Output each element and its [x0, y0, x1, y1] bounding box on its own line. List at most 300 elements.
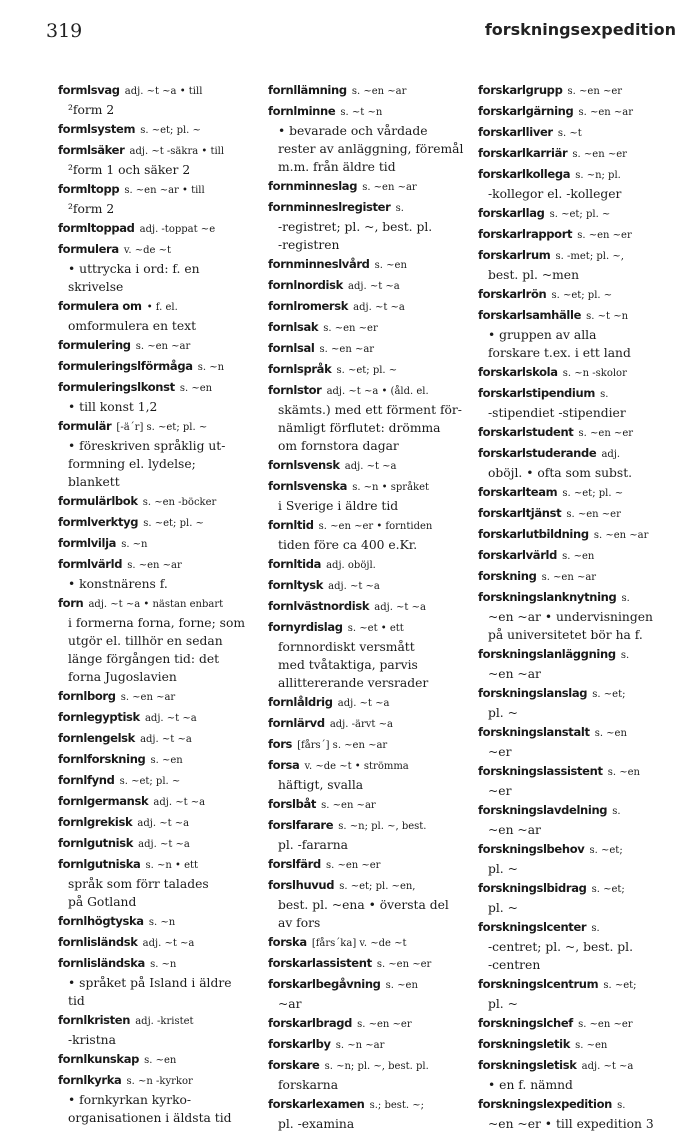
- entry-grammar: s. ~n: [148, 917, 176, 928]
- entry-continuation: blankett: [68, 475, 120, 489]
- entry-grammar: s. ~en ~er: [578, 428, 634, 439]
- entry-headword: fornyrdislag: [268, 620, 343, 634]
- entry-continuation: formning el. lydelse;: [68, 457, 196, 471]
- entry-headword: forskarlstipendium: [478, 386, 595, 400]
- entry-headword: forskningslanslag: [478, 686, 588, 700]
- entry-grammar: s. ~en ~ar: [135, 341, 191, 352]
- entry-continuation: i formerna forna, forne; som: [68, 616, 246, 630]
- entry-headword: fornlhögtyska: [58, 914, 144, 928]
- entry-grammar: s. ~en ~ar: [578, 107, 634, 118]
- dictionary-entry: [268, 815, 464, 836]
- dictionary-entry: [268, 176, 464, 197]
- dictionary-entry: [478, 722, 674, 743]
- entry-headword: forskningslbidrag: [478, 881, 587, 895]
- dictionary-entry: [58, 1070, 254, 1091]
- dictionary-entry: [478, 101, 674, 122]
- entry-continuation: oböjl. • ofta som subst.: [488, 466, 633, 480]
- entry-headword: fornltid: [268, 518, 314, 532]
- entry-continuation: ²form 1 och säker 2: [68, 163, 191, 177]
- entry-grammar: s. ~et;: [591, 884, 625, 895]
- dictionary-entry: [58, 377, 254, 398]
- dictionary-entry: [58, 119, 254, 140]
- entry-headword: fornlvästnordisk: [268, 599, 370, 613]
- entry-headword: forskningsletisk: [478, 1058, 577, 1072]
- dictionary-entry: [478, 917, 674, 938]
- entry-grammar: s. ~en ~ar: [541, 572, 597, 583]
- entry-grammar: adj. ~t -säkra • till: [129, 146, 225, 157]
- dictionary-entry: [268, 854, 464, 875]
- entry-continuation: ~en ~ar: [488, 667, 541, 681]
- entry-grammar: adj. ~t ~a: [581, 1061, 634, 1072]
- entry-continuation: tiden före ca 400 e.Kr.: [278, 538, 418, 552]
- entry-headword: forskningslchef: [478, 1016, 573, 1030]
- dictionary-entry: [268, 596, 464, 617]
- entry-headword: forskningslcenter: [478, 920, 587, 934]
- entry-headword: fornlstor: [268, 383, 322, 397]
- entry-headword: formulärlbok: [58, 494, 138, 508]
- entry-headword: fornlegyptisk: [58, 710, 140, 724]
- entry-grammar: adj. ~t ~a: [137, 818, 190, 829]
- dictionary-entry: [58, 749, 254, 770]
- entry-continuation: -registren: [278, 238, 340, 252]
- entry-grammar: adj. -kristet: [135, 1016, 194, 1027]
- entry-headword: fornlspråk: [268, 362, 332, 376]
- entry-headword: fornlsvenska: [268, 479, 348, 493]
- entry-continuation: språk som förr talades: [68, 877, 209, 891]
- entry-continuation: ~en ~er • till expedition 3: [488, 1117, 654, 1131]
- entry-headword: forskarlgärning: [478, 104, 574, 118]
- entry-headword: forskarltjänst: [478, 506, 562, 520]
- entry-headword: fornlminne: [268, 104, 336, 118]
- entry-headword: forskarlteam: [478, 485, 558, 499]
- entry-headword: fornlgutnisk: [58, 836, 134, 850]
- entry-grammar: s. ~t ~n: [586, 311, 629, 322]
- entry-grammar: s. ~t: [557, 128, 582, 139]
- dictionary-entry: [478, 587, 674, 608]
- entry-continuation: om fornstora dagar: [278, 439, 399, 453]
- entry-grammar: [fårs´] s. ~en ~ar: [297, 740, 388, 751]
- dictionary-entry: [268, 197, 464, 218]
- entry-continuation: pl. -examina: [278, 1117, 355, 1131]
- entry-headword: fornminneslregister: [268, 200, 391, 214]
- entry-grammar: s. ~n; pl.: [575, 170, 621, 181]
- entry-headword: forskarlvärld: [478, 548, 557, 562]
- entry-headword: fornltida: [268, 557, 321, 571]
- entry-continuation: -centren: [488, 958, 541, 972]
- dictionary-entry: [58, 179, 254, 200]
- dictionary-entry: [268, 875, 464, 896]
- dictionary-entry: [58, 932, 254, 953]
- dictionary-entry: [478, 203, 674, 224]
- entry-grammar: s. ~en: [562, 551, 595, 562]
- entry-grammar: s. ~en ~ar: [362, 182, 417, 193]
- entry-headword: forska: [268, 935, 307, 949]
- entry-grammar: s. ~en ~ar: [593, 530, 649, 541]
- entry-continuation: • språket på Island i äldre: [68, 976, 232, 990]
- dictionary-entry: [58, 953, 254, 974]
- dictionary-entry: [268, 617, 464, 638]
- entry-grammar: adj. ~t ~a: [344, 461, 397, 472]
- entry-grammar: s. ~en ~er: [566, 509, 621, 520]
- dictionary-entry: [268, 953, 464, 974]
- entry-grammar: s.: [617, 1100, 626, 1111]
- running-head: forskningsexpedition: [484, 20, 676, 39]
- dictionary-entry: [478, 1034, 674, 1055]
- entry-continuation: best. pl. ~men: [488, 268, 580, 282]
- entry-grammar: s. ~en: [179, 383, 213, 394]
- entry-headword: fornlärvd: [268, 716, 325, 730]
- entry-grammar: s. ~en ~ar: [319, 344, 375, 355]
- entry-headword: forskningslcentrum: [478, 977, 599, 991]
- entry-grammar: s. ~en: [385, 980, 418, 991]
- dictionary-column-3: [478, 80, 674, 1131]
- entry-headword: forn: [58, 596, 84, 610]
- entry-grammar: s. ~et; pl. ~en,: [339, 881, 416, 892]
- entry-grammar: s. ~et;: [589, 845, 623, 856]
- entry-headword: forskning: [478, 569, 537, 583]
- entry-headword: forskningslanstalt: [478, 725, 590, 739]
- entry-headword: formulera om: [58, 299, 142, 313]
- entry-headword: fornminneslag: [268, 179, 358, 193]
- dictionary-entry: [268, 1034, 464, 1055]
- entry-headword: formulär: [58, 419, 112, 433]
- entry-continuation: pl. ~: [488, 901, 518, 915]
- entry-headword: formlvilja: [58, 536, 117, 550]
- entry-headword: formulera: [58, 242, 119, 256]
- dictionary-entry: [268, 1055, 464, 1076]
- entry-headword: formulering: [58, 338, 131, 352]
- entry-grammar: s. ~en ~er: [572, 149, 627, 160]
- entry-grammar: s. ~en ~er: [357, 1019, 412, 1030]
- entry-continuation: pl. ~: [488, 997, 518, 1011]
- entry-grammar: s.: [620, 650, 630, 661]
- entry-continuation: ~er: [488, 784, 512, 798]
- entry-grammar: s. ~en: [607, 767, 640, 778]
- dictionary-entry: [478, 1094, 674, 1115]
- entry-headword: fornlisländsk: [58, 935, 138, 949]
- entry-continuation: • föreskriven språklig ut-: [68, 439, 226, 453]
- entry-headword: forskarlstuderande: [478, 446, 597, 460]
- entry-headword: forskarlbegåvning: [268, 977, 381, 991]
- entry-headword: fornlforskning: [58, 752, 146, 766]
- entry-headword: forskarlbragd: [268, 1016, 353, 1030]
- dictionary-entry: [478, 974, 674, 995]
- entry-continuation: ²form 2: [68, 202, 115, 216]
- entry-grammar: s. ~et; pl. ~: [143, 518, 204, 529]
- entry-grammar: s. ~n -skolor: [562, 368, 627, 379]
- dictionary-entry: [268, 476, 464, 497]
- dictionary-entry: [58, 239, 254, 260]
- entry-headword: forskarlutbildning: [478, 527, 589, 541]
- entry-continuation: pl. ~: [488, 862, 518, 876]
- entry-headword: forskarlrön: [478, 287, 547, 301]
- entry-headword: fornminneslvård: [268, 257, 370, 271]
- entry-continuation: omformulera en text: [68, 319, 197, 333]
- dictionary-entry: [268, 734, 464, 755]
- entry-grammar: s. ~n -kyrkor: [126, 1076, 193, 1087]
- entry-continuation: utgör el. tillhör en sedan: [68, 634, 223, 648]
- dictionary-entry: [478, 566, 674, 587]
- entry-headword: forskarlrapport: [478, 227, 573, 241]
- entry-grammar: [-ä´r] s. ~et; pl. ~: [116, 422, 208, 433]
- entry-continuation: nämligt förflutet: drömma: [278, 421, 441, 435]
- entry-continuation: organisationen i äldsta tid: [68, 1111, 232, 1125]
- entry-grammar: v. ~de ~t: [123, 245, 171, 256]
- entry-grammar: s. ~en: [150, 755, 183, 766]
- entry-grammar: s. ~en: [575, 1040, 608, 1051]
- entry-grammar: s. ~t ~n: [340, 107, 383, 118]
- dictionary-entry: [58, 554, 254, 575]
- entry-headword: forskare: [268, 1058, 320, 1072]
- entry-grammar: s. ~en: [144, 1055, 177, 1066]
- entry-grammar: adj. ~t ~a • nästan enbart: [88, 599, 224, 610]
- entry-grammar: s. ~et; pl. ~: [140, 125, 201, 136]
- dictionary-entry: [478, 80, 674, 101]
- entry-grammar: adj. ~t ~a: [153, 797, 206, 808]
- entry-headword: formltopp: [58, 182, 120, 196]
- entry-grammar: adj. ~t ~a: [140, 734, 192, 745]
- dictionary-entry: [58, 80, 254, 101]
- dictionary-entry: [268, 554, 464, 575]
- entry-continuation: pl. -fararna: [278, 838, 348, 852]
- entry-grammar: s. ~en ~ar: [120, 692, 176, 703]
- dictionary-entry: [478, 524, 674, 545]
- entry-grammar: s. ~en ~er: [325, 860, 381, 871]
- dictionary-entry: [58, 854, 254, 875]
- dictionary-entry: [58, 728, 254, 749]
- entry-headword: forskningslassistent: [478, 764, 603, 778]
- entry-headword: forskarlrum: [478, 248, 551, 262]
- dictionary-entry: [478, 224, 674, 245]
- dictionary-entry: [58, 335, 254, 356]
- entry-grammar: s. ~n • ett: [145, 860, 199, 871]
- entry-grammar: s. ~en ~er • forntiden: [318, 521, 433, 532]
- entry-continuation: m.m. från äldre tid: [278, 160, 396, 174]
- entry-grammar: adj. ~t ~a: [348, 281, 400, 292]
- dictionary-column-2: [268, 80, 464, 1131]
- entry-continuation: allittererande versrader: [278, 676, 429, 690]
- dictionary-entry: [478, 143, 674, 164]
- entry-continuation: ²form 2: [68, 103, 115, 117]
- entry-grammar: v. ~de ~t • strömma: [304, 761, 409, 772]
- entry-continuation: • en f. nämnd: [488, 1078, 573, 1092]
- entry-continuation: på Gotland: [68, 895, 137, 909]
- entry-grammar: s. ~et; pl. ~: [551, 290, 613, 301]
- entry-grammar: s.: [621, 593, 630, 604]
- entry-headword: forskarllag: [478, 206, 545, 220]
- entry-continuation: -kollegor el. -kolleger: [488, 187, 622, 201]
- dictionary-entry: [58, 1010, 254, 1031]
- entry-headword: fornlgutniska: [58, 857, 141, 871]
- entry-grammar: adj.: [601, 449, 621, 460]
- entry-continuation: på universitetet bör ha f.: [488, 628, 643, 642]
- dictionary-entry: [268, 713, 464, 734]
- entry-grammar: s. ~n: [121, 539, 148, 550]
- entry-grammar: s. ~et;: [592, 689, 626, 700]
- entry-headword: forskarlgrupp: [478, 83, 563, 97]
- entry-continuation: ~er: [488, 745, 512, 759]
- entry-grammar: s.: [612, 806, 621, 817]
- entry-headword: fornlkyrka: [58, 1073, 122, 1087]
- dictionary-entry: [58, 911, 254, 932]
- dictionary-entry: [478, 1055, 674, 1076]
- dictionary-entry: [58, 770, 254, 791]
- entry-headword: forskarlliver: [478, 125, 553, 139]
- entry-continuation: • bevarade och vårdade: [278, 124, 428, 138]
- entry-grammar: adj. ~t ~a • till: [124, 86, 203, 97]
- dictionary-entry: [268, 455, 464, 476]
- dictionary-entry: [268, 1094, 464, 1115]
- dictionary-entry: [268, 359, 464, 380]
- entry-headword: forskarlassistent: [268, 956, 372, 970]
- entry-headword: forskarlby: [268, 1037, 331, 1051]
- entry-headword: forskningslavdelning: [478, 803, 608, 817]
- dictionary-entry: [478, 443, 674, 464]
- dictionary-entry: [58, 707, 254, 728]
- entry-continuation: • fornkyrkan kyrko-: [68, 1093, 192, 1107]
- entry-continuation: • uttrycka i ord: f. en: [68, 262, 200, 276]
- dictionary-entry: [268, 380, 464, 401]
- entry-continuation: ~ar: [278, 997, 302, 1011]
- dictionary-entry: [478, 839, 674, 860]
- entry-grammar: s. ~en ~er: [577, 230, 632, 241]
- entry-grammar: s. ~en ~ar: [351, 86, 407, 97]
- dictionary-entry: [268, 692, 464, 713]
- dictionary-entry: [268, 296, 464, 317]
- entry-grammar: adj. ~t ~a: [138, 839, 190, 850]
- dictionary-entry: [478, 164, 674, 185]
- entry-grammar: s. ~en ~er: [323, 323, 378, 334]
- entry-grammar: s. ~n; pl. ~, best. pl.: [324, 1061, 429, 1072]
- dictionary-entry: [478, 284, 674, 305]
- dictionary-entry: [58, 356, 254, 377]
- entry-grammar: s.: [600, 389, 609, 400]
- dictionary-entry: [268, 80, 464, 101]
- dictionary-entry: [58, 416, 254, 437]
- entry-headword: forskningslbehov: [478, 842, 585, 856]
- page-number: 319: [46, 20, 83, 42]
- entry-headword: fornlfynd: [58, 773, 115, 787]
- dictionary-entry: [268, 1013, 464, 1034]
- dictionary-entry: [58, 218, 254, 239]
- entry-grammar: s.: [591, 923, 600, 934]
- entry-continuation: med tvåtaktiga, parvis: [278, 658, 418, 672]
- dictionary-entry: [478, 878, 674, 899]
- dictionary-entry: [478, 482, 674, 503]
- dictionary-entry: [58, 686, 254, 707]
- dictionary-entry: [268, 275, 464, 296]
- entry-grammar: s. ~en ~er: [567, 86, 623, 97]
- entry-grammar: adj. ~t ~a: [337, 698, 390, 709]
- entry-continuation: i Sverige i äldre tid: [278, 499, 399, 513]
- entry-continuation: -stipendiet -stipendier: [488, 406, 626, 420]
- entry-headword: fornllämning: [268, 83, 347, 97]
- entry-grammar: s. ~en ~er: [578, 1019, 633, 1030]
- entry-headword: fornlgermansk: [58, 794, 149, 808]
- dictionary-entry: [478, 122, 674, 143]
- entry-grammar: adj. ~t ~a: [328, 581, 380, 592]
- dictionary-entry: [58, 140, 254, 161]
- entry-continuation: forskarna: [278, 1078, 339, 1092]
- entry-grammar: s. ~en -böcker: [142, 497, 217, 508]
- dictionary-entry: [58, 296, 254, 317]
- entry-grammar: adj. ~t ~a: [353, 302, 405, 313]
- entry-headword: formlsystem: [58, 122, 136, 136]
- dictionary-entry: [478, 422, 674, 443]
- entry-headword: formlverktyg: [58, 515, 139, 529]
- entry-headword: formltoppad: [58, 221, 135, 235]
- entry-grammar: adj. -ärvt ~a: [329, 719, 393, 730]
- dictionary-entry: [478, 1013, 674, 1034]
- entry-headword: forskarlexamen: [268, 1097, 365, 1111]
- entry-headword: formlsäker: [58, 143, 125, 157]
- entry-headword: formuleringslkonst: [58, 380, 175, 394]
- entry-grammar: s. ~n: [150, 959, 177, 970]
- dictionary-entry: [478, 245, 674, 266]
- entry-headword: fornlnordisk: [268, 278, 343, 292]
- entry-continuation: -kristna: [68, 1033, 116, 1047]
- entry-headword: forskarlstudent: [478, 425, 574, 439]
- entry-continuation: pl. ~: [488, 706, 518, 720]
- dictionary-entry: [478, 383, 674, 404]
- dictionary-entry: [268, 974, 464, 995]
- dictionary-entry: [268, 254, 464, 275]
- entry-grammar: s. ~et; pl. ~: [336, 365, 398, 376]
- entry-continuation: forna Jugoslavien: [68, 670, 177, 684]
- entry-continuation: forskare t.ex. i ett land: [488, 346, 631, 360]
- dictionary-entry: [268, 932, 464, 953]
- entry-headword: forskningslanknytning: [478, 590, 617, 604]
- entry-continuation: best. pl. ~ena • översta del: [278, 898, 449, 912]
- entry-headword: formuleringslförmåga: [58, 359, 193, 373]
- dictionary-entry: [268, 338, 464, 359]
- entry-continuation: • gruppen av alla: [488, 328, 597, 342]
- entry-headword: forskarlsamhälle: [478, 308, 582, 322]
- entry-grammar: s. -met; pl. ~,: [555, 251, 624, 262]
- dictionary-column-1: [58, 80, 254, 1125]
- entry-headword: fornlsvensk: [268, 458, 340, 472]
- entry-continuation: av fors: [278, 916, 321, 930]
- dictionary-entry: [58, 1049, 254, 1070]
- entry-grammar: adj. ~t ~a: [374, 602, 426, 613]
- entry-grammar: s. ~et; pl. ~: [562, 488, 624, 499]
- entry-headword: fors: [268, 737, 293, 751]
- entry-headword: forslhuvud: [268, 878, 335, 892]
- entry-headword: formlsvag: [58, 83, 120, 97]
- entry-headword: fornlsal: [268, 341, 315, 355]
- entry-headword: forsa: [268, 758, 300, 772]
- entry-continuation: -registret; pl. ~, best. pl.: [278, 220, 433, 234]
- entry-headword: fornlåldrig: [268, 695, 333, 709]
- entry-headword: fornltysk: [268, 578, 324, 592]
- entry-grammar: s. ~et; pl. ~: [119, 776, 181, 787]
- dictionary-entry: [268, 575, 464, 596]
- dictionary-entry: [268, 755, 464, 776]
- entry-grammar: s.; best. ~;: [369, 1100, 425, 1111]
- entry-headword: fornlkristen: [58, 1013, 131, 1027]
- entry-grammar: s. ~en ~er: [376, 959, 432, 970]
- dictionary-entry: [58, 512, 254, 533]
- entry-grammar: adj. ~t ~a • (åld. el.: [326, 386, 429, 397]
- dictionary-entry: [268, 515, 464, 536]
- entry-grammar: adj. ~t ~a: [142, 938, 195, 949]
- entry-headword: forskningslexpedition: [478, 1097, 613, 1111]
- entry-continuation: tid: [68, 994, 85, 1008]
- entry-headword: forslbåt: [268, 797, 317, 811]
- entry-continuation: skämts.) med ett förment för-: [278, 403, 462, 417]
- entry-grammar: adj. ~t ~a: [144, 713, 197, 724]
- entry-headword: forskarlkarriär: [478, 146, 568, 160]
